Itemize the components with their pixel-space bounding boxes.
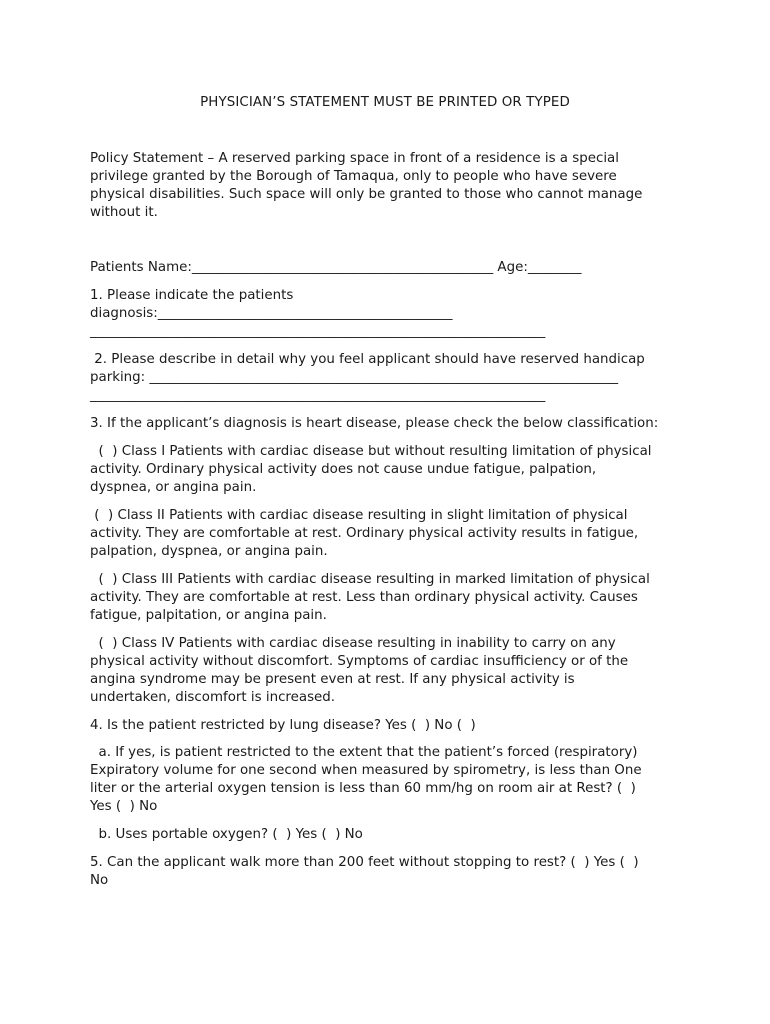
question-line: ____________________________________________________________________ [90,324,546,339]
option-line: palpation, dyspnea, or angina pain. [90,544,328,559]
policy-line: privilege granted by the Borough of Tamaqua, only to people who have severe [90,169,617,184]
patient-name-age-field [90,259,690,277]
question-5-walking [90,854,690,890]
question-line: 1. Please indicate the patients [90,288,294,303]
class-2-option [90,507,690,561]
question-1-diagnosis [90,287,690,341]
question-3-heart-disease [90,415,690,433]
option-line: angina syndrome may be present even at rest. If any physical activity is [90,672,575,687]
policy-statement [90,150,690,222]
option-line: activity. They are comfortable at rest. Ordinary physical activity results in fatigue, [90,526,639,541]
option-line: ( ) Class II Patients with cardiac disease resulting in slight limitation of physical [90,508,628,523]
class-3-option [90,571,690,625]
question-4a-spirometry [90,744,690,816]
question-line: Expiratory volume for one second when measured by spirometry, is less than One [90,763,642,778]
option-line: undertaken, discomfort is increased. [90,690,336,705]
question-4-lung-disease [90,717,690,735]
question-line: a. If yes, is patient restricted to the extent that the patient’s forced (respiratory) [90,745,638,760]
option-line: ( ) Class IV Patients with cardiac disease resulting in inability to carry on any [90,636,616,651]
option-line: physical activity without discomfort. Symptoms of cardiac insufficiency or of the [90,654,629,669]
option-line: ( ) Class III Patients with cardiac disease resulting in marked limitation of physical [90,572,650,587]
policy-line: physical disabilities. Such space will only be granted to those who cannot manage [90,187,643,202]
page-title: PHYSICIAN’S STATEMENT MUST BE PRINTED OR TYPED [200,95,570,110]
question-line: Yes ( ) No [90,799,158,814]
question-line: 3. If the applicant’s diagnosis is heart disease, please check the below classification: [90,416,659,431]
policy-line: without it. [90,205,158,220]
option-line: activity. They are comfortable at rest. Less than ordinary physical activity. Causes [90,590,638,605]
question-line: 2. Please describe in detail why you feel applicant should have reserved handicap [90,352,645,367]
question-line: parking: ______________________________________________________________________ [90,370,619,385]
question-line: liter or the arterial oxygen tension is less than 60 mm/hg on room air at Rest? ( ) [90,781,636,796]
patient-name-line: Patients Name:_____________________________________________ Age:________ [90,260,582,275]
option-line: activity. Ordinary physical activity does not cause undue fatigue, palpation, [90,462,597,477]
question-line: diagnosis:____________________________________________ [90,306,453,321]
question-line: ____________________________________________________________________ [90,388,546,403]
option-line: ( ) Class I Patients with cardiac disease but without resulting limitation of physical [90,444,652,459]
question-4b-oxygen [90,826,690,844]
question-line: b. Uses portable oxygen? ( ) Yes ( ) No [90,827,363,842]
question-line: 4. Is the patient restricted by lung disease? Yes ( ) No ( ) [90,718,476,733]
option-line: fatigue, palpitation, or angina pain. [90,608,327,623]
question-line: 5. Can the applicant walk more than 200 feet without stopping to rest? ( ) Yes ( ) [90,855,639,870]
class-4-option [90,635,690,707]
question-line: No [90,873,109,888]
class-1-option [90,443,690,497]
policy-line: Policy Statement – A reserved parking space in front of a residence is a special [90,151,619,166]
option-line: dyspnea, or angina pain. [90,480,257,495]
question-2-reason [90,351,690,405]
form-page [90,0,690,1024]
